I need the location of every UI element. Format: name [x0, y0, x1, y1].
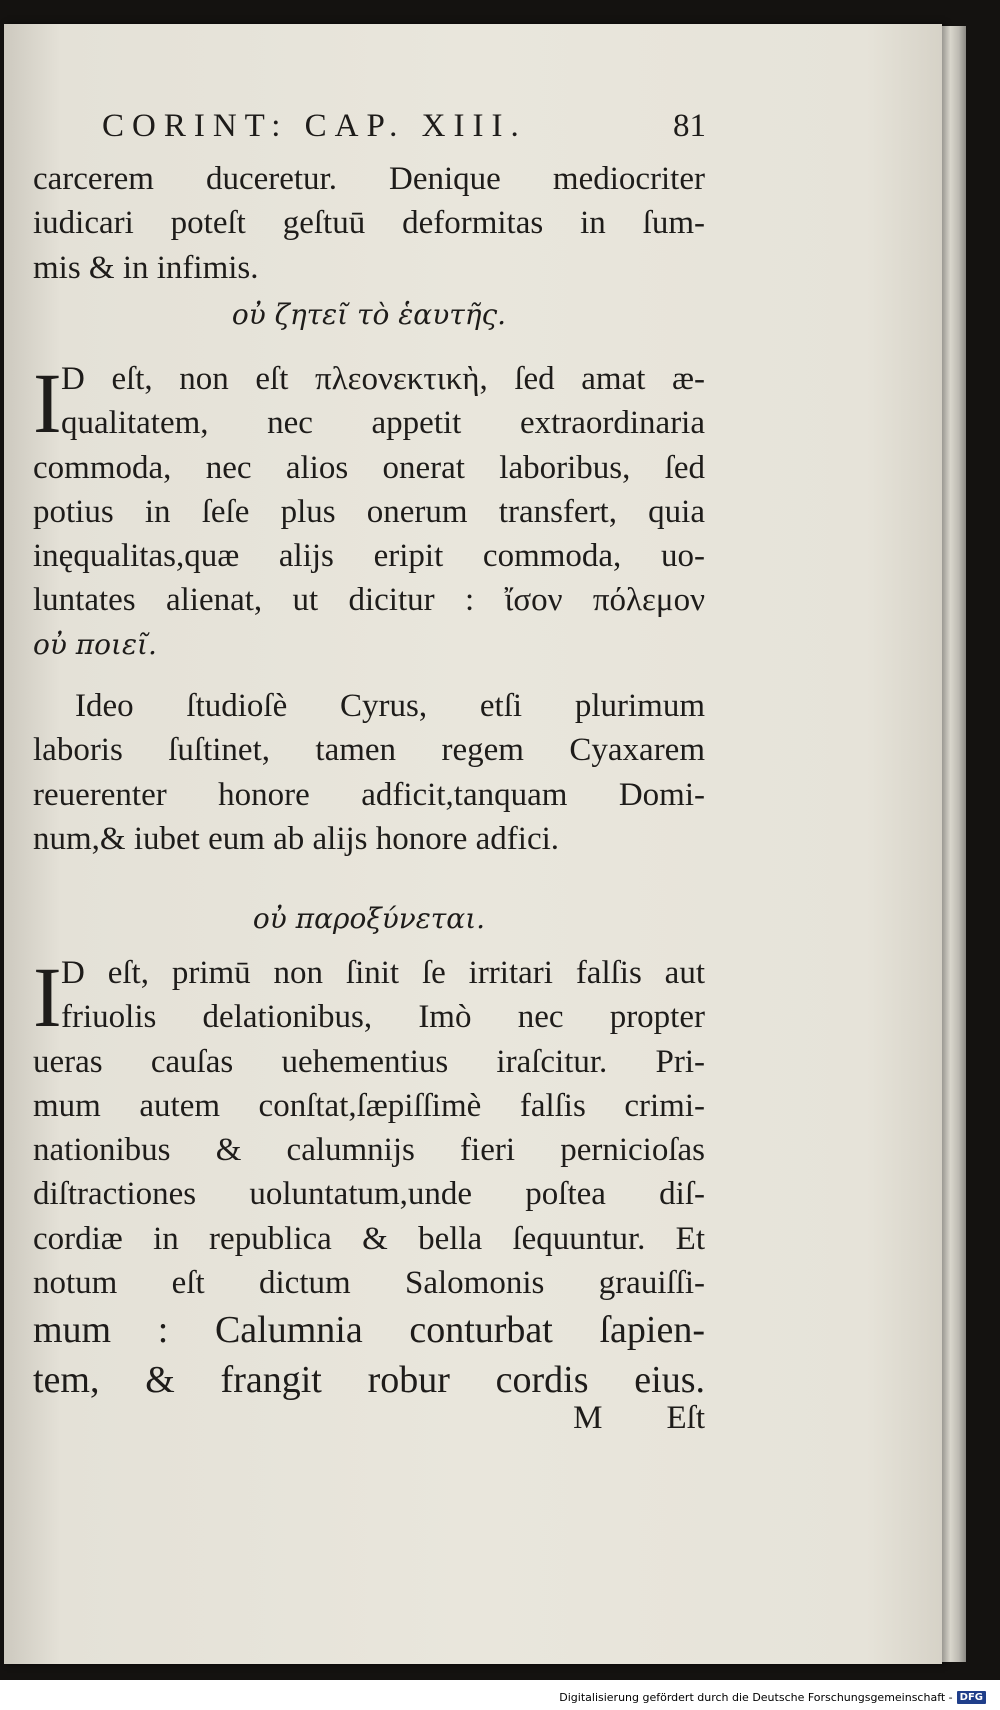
- text-line: D eſt, primū non ſinit ſe irritari falſis aut: [61, 955, 705, 991]
- text-line: iudicari poteſt geſtuū deformitas in ſum-: [33, 205, 705, 242]
- text-line: nationibus & calumnijs fieri pernicioſas: [33, 1132, 705, 1169]
- text-line: laboris ſuſtinet, tamen regem Cyaxarem: [33, 732, 705, 769]
- text-line: tem, & frangit robur cordis eius.: [33, 1359, 705, 1402]
- text-line: ueras cauſas uehementius iraſcitur. Pri-: [33, 1043, 705, 1080]
- text-line: num,& iubet eum ab alijs honore adfici.: [33, 820, 560, 857]
- text-line: qualitatem, nec appetit extraordinaria: [61, 405, 705, 442]
- text-line: mum autem conſtat,ſæpiſſimè falſis crimi-: [33, 1087, 705, 1124]
- signature-mark: M: [573, 1400, 603, 1436]
- text-line: commoda, nec alios onerat laboribus, ſed: [33, 449, 705, 486]
- text-line: friuolis delationibus, Imò nec propter: [61, 999, 705, 1036]
- running-head: [102, 108, 706, 145]
- text-line: mum : Calumnia conturbat ſapien-: [33, 1309, 705, 1352]
- credit-text: Digitalisierung gefördert durch die Deutsche Forschungsgemeinschaft -: [559, 1691, 953, 1704]
- text-line: luntates alienat, ut dicitur : ἴσον πόλεμον: [33, 582, 705, 619]
- running-title: CORINT: CAP. XIII.: [102, 108, 527, 144]
- text-line: reuerenter honore adficit,tanquam Domi-: [33, 776, 705, 813]
- text-line: cordiæ in republica & bella ſequuntur. Et: [33, 1220, 705, 1257]
- dfg-logo-icon: DFG: [957, 1691, 986, 1704]
- greek-heading-1: οὐ ζητεῖ τὸ ἑαυτῆς.: [231, 298, 507, 331]
- text-line: mis & in infimis.: [33, 249, 259, 286]
- paragraph-1: [33, 157, 705, 290]
- text-line: notum eſt dictum Salomonis grauiſſi-: [33, 1265, 705, 1302]
- text-line: Ideo ſtudioſè Cyrus, etſi plurimum: [75, 688, 705, 724]
- catchword: Eſt: [666, 1400, 705, 1436]
- paragraph-3: [33, 684, 705, 861]
- greek-heading-2: οὐ παροξύνεται.: [252, 902, 486, 935]
- text-line: diſtractiones uoluntatum,unde poſtea diſ-: [33, 1176, 705, 1213]
- drop-capital: I: [33, 355, 62, 451]
- text-line: D eſt, non eſt πλεονεκτικὴ, ſed amat æ-: [61, 361, 705, 397]
- paragraph-2: [33, 357, 705, 667]
- page-number: 81: [673, 108, 706, 144]
- text-line: carcerem duceretur. Denique mediocriter: [33, 161, 705, 197]
- text-line: potius in ſeſe plus onerum transfert, quia: [33, 493, 705, 530]
- paragraph-4: [33, 951, 705, 1405]
- text-line: οὐ ποιεῖ.: [33, 627, 157, 661]
- catchwords: [33, 1400, 705, 1437]
- page-edge: [942, 26, 966, 1662]
- digitization-credit: [559, 1691, 986, 1704]
- drop-capital: I: [33, 949, 62, 1045]
- text-line: inęqualitas,quæ alijs eripit commoda, uo-: [33, 538, 705, 575]
